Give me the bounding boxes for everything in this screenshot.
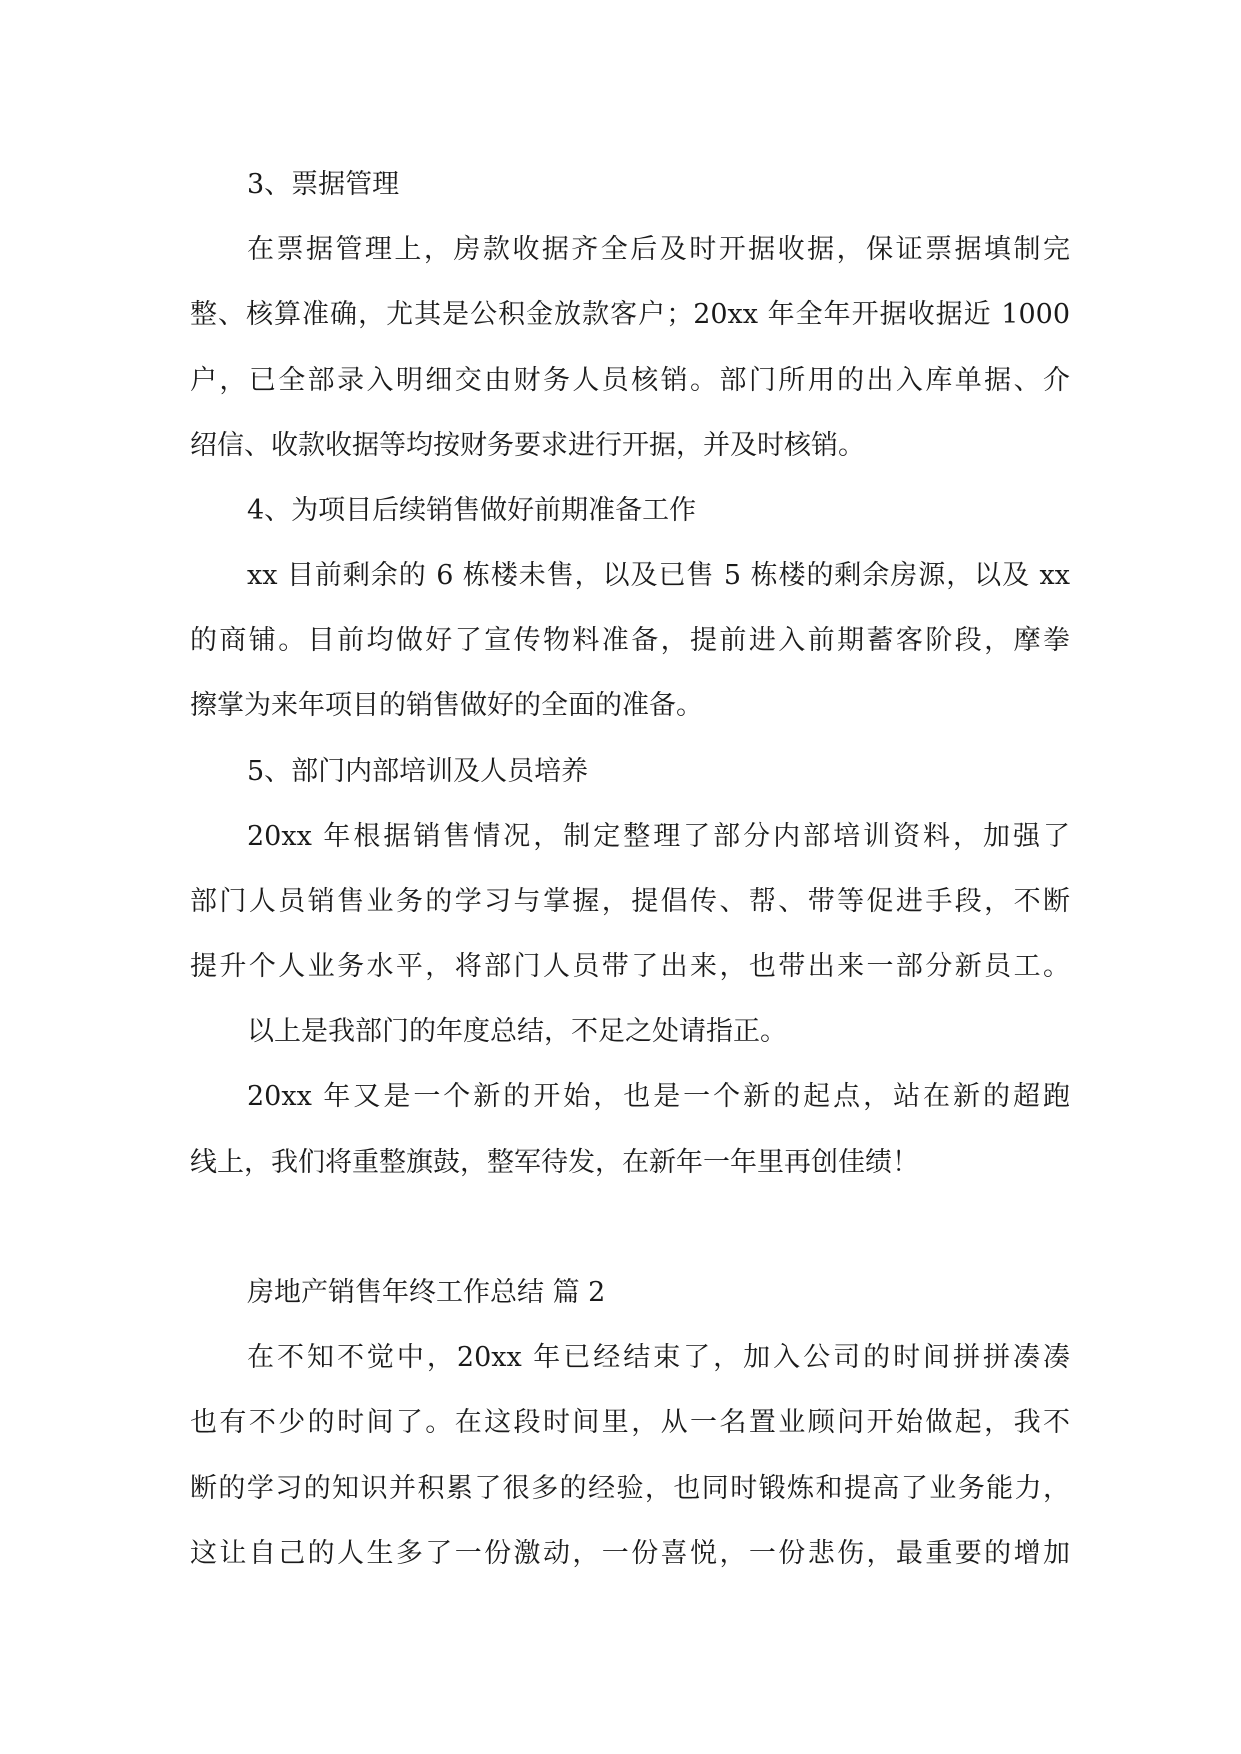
section-heading-3: 3、票据管理	[247, 169, 400, 200]
paragraph-line: 的商铺。目前均做好了宣传物料准备，提前进入前期蓄客阶段，摩拳	[190, 625, 1070, 656]
section-heading-5: 5、部门内部培训及人员培养	[247, 756, 589, 787]
paragraph-line: xx 目前剩余的 6 栋楼未售，以及已售 5 栋楼的剩余房源，以及 xx	[247, 560, 1070, 591]
paragraph-line: 这让自己的人生多了一份激动，一份喜悦，一份悲伤，最重要的增加	[190, 1538, 1070, 1569]
paragraph-line: 20xx 年又是一个新的开始，也是一个新的起点，站在新的超跑	[247, 1081, 1070, 1112]
paragraph-line: 线上，我们将重整旗鼓，整军待发，在新年一年里再创佳绩！	[190, 1147, 919, 1178]
article-title: 房地产销售年终工作总结 篇 2	[247, 1277, 606, 1308]
paragraph-line: 以上是我部门的年度总结，不足之处请指正。	[247, 1016, 787, 1047]
paragraph-line: 在不知不觉中，20xx 年已经结束了，加入公司的时间拼拼凑凑	[247, 1342, 1070, 1373]
paragraph-line: 部门人员销售业务的学习与掌握，提倡传、帮、带等促进手段，不断	[190, 886, 1070, 917]
paragraph-line: 户，已全部录入明细交由财务人员核销。部门所用的出入库单据、介	[190, 365, 1070, 396]
paragraph-line: 在票据管理上，房款收据齐全后及时开据收据，保证票据填制完	[247, 234, 1070, 265]
paragraph-line: 断的学习的知识并积累了很多的经验，也同时锻炼和提高了业务能力，	[190, 1473, 1070, 1504]
paragraph-line: 擦掌为来年项目的销售做好的全面的准备。	[190, 690, 703, 721]
section-heading-4: 4、为项目后续销售做好前期准备工作	[247, 495, 697, 526]
paragraph-line: 也有不少的时间了。在这段时间里，从一名置业顾问开始做起，我不	[190, 1407, 1070, 1438]
paragraph-line: 20xx 年根据销售情况，制定整理了部分内部培训资料，加强了	[247, 821, 1070, 852]
paragraph-line: 绍信、收款收据等均按财务要求进行开据，并及时核销。	[190, 430, 865, 461]
paragraph-line: 提升个人业务水平，将部门人员带了出来，也带出来一部分新员工。	[190, 951, 1070, 982]
paragraph-line: 整、核算准确，尤其是公积金放款客户；20xx 年全年开据收据近 1000	[190, 299, 1070, 330]
